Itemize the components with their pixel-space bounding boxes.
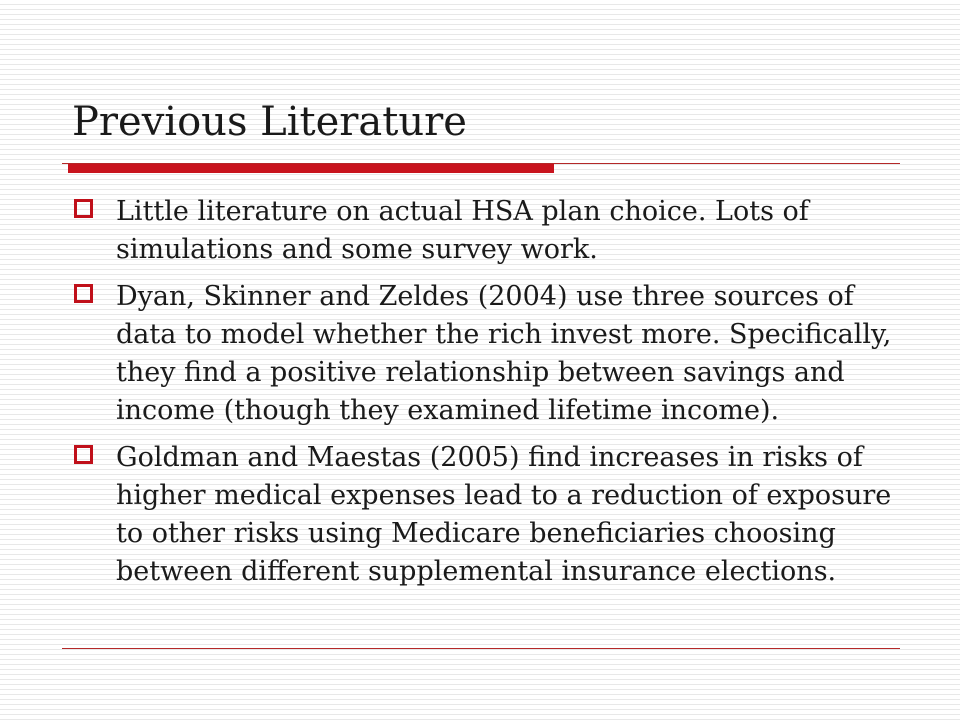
bullet-text: Little literature on actual HSA plan choice. Lots of simulations and some survey work.	[116, 196, 809, 265]
hollow-square-bullet-icon	[74, 284, 93, 303]
footer-divider	[62, 648, 900, 649]
bullet-list	[74, 193, 910, 600]
title-divider-thick	[68, 164, 554, 173]
bullet-text: Goldman and Maestas (2005) find increases in risks of higher medical expenses lead to a reduction of exposure to other risks using Medicare beneficiaries choosing between different supplemental insurance elections.	[116, 442, 892, 587]
bullet-item	[74, 278, 910, 430]
hollow-square-bullet-icon	[74, 445, 93, 464]
hollow-square-bullet-icon	[74, 199, 93, 218]
bullet-text: Dyan, Skinner and Zeldes (2004) use three sources of data to model whether the rich invest more. Specifically, they find a positive relationship between savings and income (though they examined lifetime income).	[116, 281, 892, 426]
slide-title: Previous Literature	[72, 99, 467, 145]
bullet-item	[74, 439, 910, 591]
bullet-item	[74, 193, 910, 269]
